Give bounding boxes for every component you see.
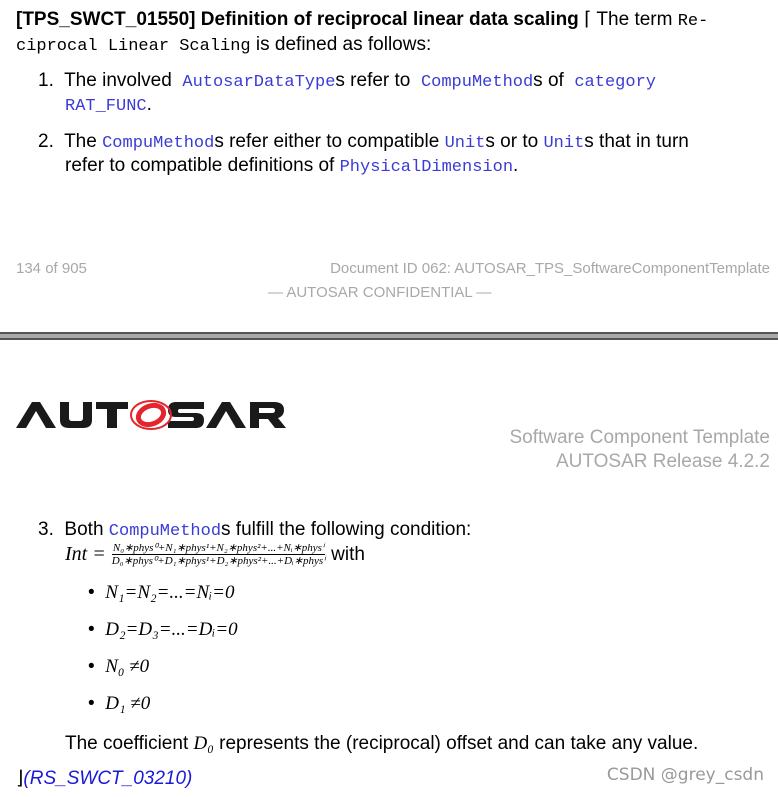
text: . bbox=[146, 94, 152, 115]
text: refer to compatible definitions of bbox=[65, 155, 335, 176]
text: s fulfill the following condition: bbox=[221, 519, 472, 540]
requirement-title: Definition of reciprocal linear data scaling bbox=[200, 9, 579, 30]
formula-fraction bbox=[112, 542, 325, 567]
intro-text-cont: is defined as follows: bbox=[255, 34, 432, 55]
text: The coefficient bbox=[65, 733, 189, 754]
text: s that in turn bbox=[584, 131, 689, 152]
link-autosar-data-type[interactable]: AutosarDataType bbox=[182, 73, 336, 92]
text: represents the (reciprocal) offset and can take any value. bbox=[219, 733, 699, 754]
formula-with: with bbox=[331, 543, 365, 565]
condition-text: D₁ ≠0 bbox=[105, 693, 151, 714]
page-separator bbox=[0, 332, 778, 340]
formula-numerator: N₀∗phys⁰+N₁∗phys¹+N₂∗phys²+...+Nᵢ∗physⁱ bbox=[112, 542, 324, 554]
link-compu-method[interactable]: CompuMethod bbox=[108, 522, 222, 541]
text: The bbox=[64, 131, 97, 152]
condition-text: N₀ ≠0 bbox=[105, 656, 150, 677]
formula-lhs: Int = bbox=[65, 543, 106, 565]
condition-item bbox=[88, 582, 238, 619]
formula-denominator: D₀∗phys⁰+D₁∗phys¹+D₂∗phys²+...+Dᵢ∗physⁱ bbox=[111, 555, 326, 567]
list-item-2 bbox=[38, 130, 778, 156]
coefficient-var: D₀ bbox=[193, 733, 214, 754]
confidential-label: — AUTOSAR CONFIDENTIAL — bbox=[268, 284, 492, 301]
item-number: 2. bbox=[38, 131, 54, 152]
condition-list bbox=[88, 582, 238, 730]
formula bbox=[65, 542, 365, 567]
text: s refer to bbox=[335, 70, 411, 91]
intro-line-2 bbox=[16, 33, 431, 59]
intro-text: The term bbox=[596, 9, 673, 30]
bullet-icon: • bbox=[88, 656, 106, 677]
link-rat-func[interactable]: RAT_FUNC bbox=[65, 97, 147, 116]
condition-item bbox=[88, 656, 238, 693]
bullet-icon: • bbox=[88, 693, 106, 714]
link-compu-method[interactable]: CompuMethod bbox=[420, 73, 534, 92]
condition-text: N₁=N₂=...=Nᵢ=0 bbox=[105, 582, 235, 603]
list-item-2-cont bbox=[65, 154, 518, 180]
header-title: Software Component Template bbox=[509, 427, 770, 448]
item-number: 3. bbox=[38, 519, 54, 540]
text: s of bbox=[533, 70, 564, 91]
text: s or to bbox=[485, 131, 539, 152]
list-item-1-cont bbox=[65, 93, 152, 119]
text: . bbox=[513, 155, 519, 176]
text: Both bbox=[64, 519, 104, 540]
coefficient-note bbox=[65, 732, 698, 756]
condition-item bbox=[88, 693, 238, 730]
link-unit[interactable]: Unit bbox=[444, 134, 486, 153]
condition-text: D₂=D₃=...=Dᵢ=0 bbox=[105, 619, 238, 640]
list-item-3 bbox=[38, 518, 471, 544]
item-number: 1. bbox=[38, 70, 54, 91]
condition-item bbox=[88, 619, 238, 656]
open-bracket: ⌈ bbox=[584, 9, 592, 30]
header-release: AUTOSAR Release 4.2.2 bbox=[555, 451, 770, 472]
watermark: CSDN @grey_csdn bbox=[606, 765, 764, 785]
trace-reference-link[interactable]: (RS_SWCT_03210) bbox=[23, 768, 193, 789]
link-physical-dimension[interactable]: PhysicalDimension bbox=[339, 158, 514, 177]
bullet-icon: • bbox=[88, 582, 106, 603]
link-unit[interactable]: Unit bbox=[543, 134, 585, 153]
close-bracket: ⌋ bbox=[16, 768, 24, 789]
text: s refer either to compatible bbox=[214, 131, 440, 152]
page-number: 134 of 905 bbox=[16, 260, 87, 277]
trace-line bbox=[16, 767, 192, 791]
autosar-logo bbox=[16, 398, 306, 432]
document-id: Document ID 062: AUTOSAR_TPS_SoftwareComponentTemplate bbox=[330, 260, 770, 277]
requirement-heading bbox=[16, 8, 776, 34]
link-compu-method[interactable]: CompuMethod bbox=[102, 134, 215, 153]
link-category[interactable]: category bbox=[574, 73, 656, 92]
requirement-id: [TPS_SWCT_01550] bbox=[16, 9, 196, 30]
term-text-cont: ciprocal Linear Scaling bbox=[16, 37, 251, 56]
autosar-logo-icon bbox=[16, 398, 306, 432]
text: The involved bbox=[64, 70, 172, 91]
term-text: Re- bbox=[677, 12, 709, 31]
bullet-icon: • bbox=[88, 619, 106, 640]
list-item-1 bbox=[38, 69, 772, 95]
